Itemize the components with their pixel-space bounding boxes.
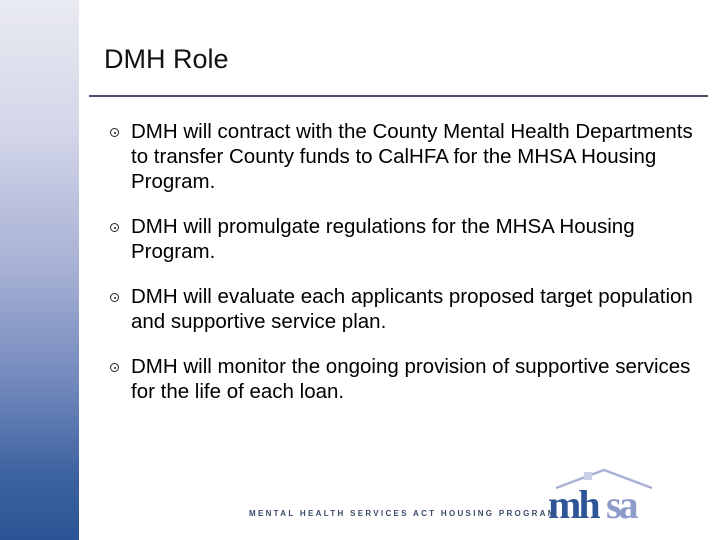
svg-text:mh: mh: [548, 482, 598, 526]
circle-bullet-icon: [110, 363, 119, 372]
bullet-item: [110, 284, 710, 334]
bullet-text: DMH will promulgate regulations for the MHSA Housing Program.: [131, 215, 635, 263]
circle-bullet-icon: [110, 293, 119, 302]
bullet-text: DMH will evaluate each applicants proposed target population and supportive service plan.: [131, 285, 693, 333]
mhsa-logo: [548, 466, 660, 526]
bullet-text: DMH will monitor the ongoing provision of supportive services for the life of each loan.: [131, 355, 691, 403]
circle-bullet-icon: [110, 128, 119, 137]
bullet-item: [110, 214, 710, 264]
bullet-item: [110, 119, 710, 194]
bullet-text: DMH will contract with the County Mental Health Departments to transfer County funds to CalHFA for the MHSA Housing Program.: [131, 120, 693, 193]
svg-text:sa: sa: [606, 482, 636, 526]
circle-bullet-icon: [110, 223, 119, 232]
bullet-item: [110, 354, 710, 404]
slide-title: DMH Role: [104, 44, 229, 74]
footer-tagline: MENTAL HEALTH SERVICES ACT HOUSING PROGRAM: [249, 509, 557, 518]
title-divider: [89, 95, 708, 97]
decorative-sidebar-gradient: [0, 0, 79, 540]
bullet-list: [110, 119, 710, 424]
